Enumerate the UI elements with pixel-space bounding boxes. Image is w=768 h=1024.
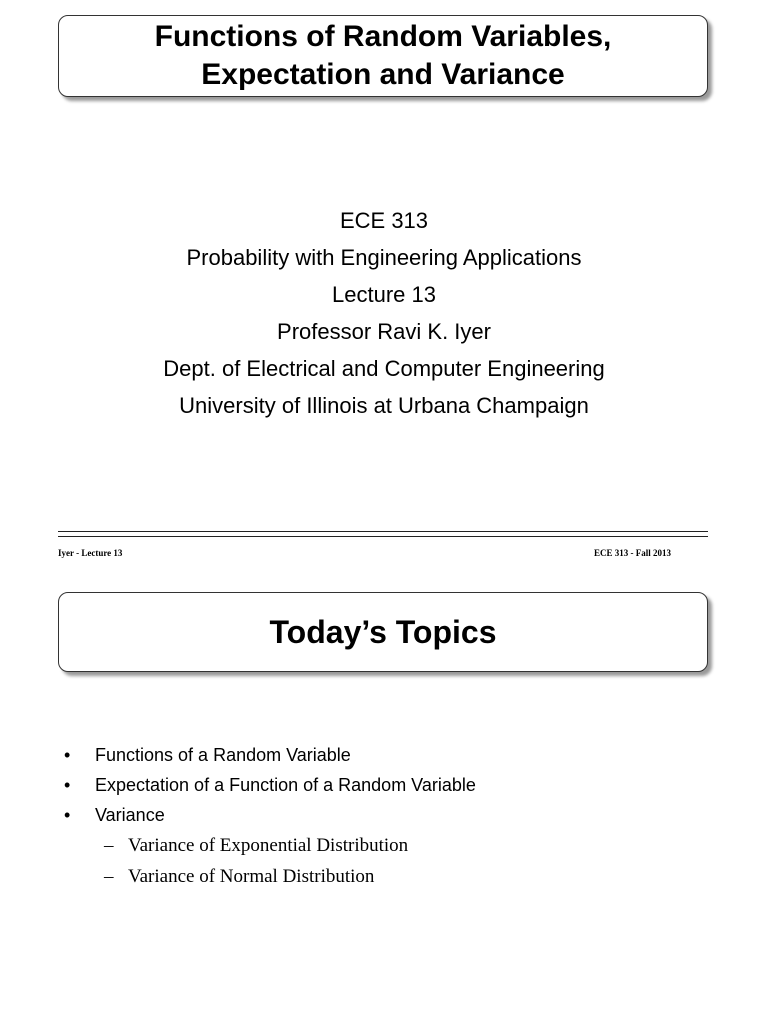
university-name: University of Illinois at Urbana Champaign — [179, 393, 589, 418]
dash-mark: – — [104, 835, 114, 856]
course-title: Probability with Engineering Applications — [186, 245, 582, 270]
slide2-title: Today’s Topics — [269, 613, 497, 650]
list-item — [0, 800, 768, 830]
department-name: Dept. of Electrical and Computer Engineering — [163, 356, 605, 381]
footer-right-text: ECE 313 - Fall 2013 — [594, 548, 672, 558]
course-number: ECE 313 — [339, 208, 429, 233]
bullet-mark: • — [64, 805, 71, 825]
list-item — [0, 770, 768, 800]
list-item-text: Variance — [95, 805, 165, 825]
bullet-mark: • — [64, 775, 71, 795]
footer-divider-bottom — [58, 536, 708, 537]
topics-list — [0, 740, 768, 892]
bullet-mark: • — [64, 745, 71, 765]
footer-divider-top — [58, 531, 708, 532]
slide1-course-info — [0, 202, 768, 424]
list-item — [0, 740, 768, 770]
lecture-number: Lecture 13 — [332, 282, 436, 307]
sub-list-item-text: Variance of Exponential Distribution — [128, 835, 409, 856]
sub-list-item — [0, 861, 768, 892]
slide1-title-box — [58, 15, 708, 97]
footer-left-text: Iyer - Lecture 13 — [58, 548, 123, 558]
professor-name: Professor Ravi K. Iyer — [277, 319, 491, 344]
slide1-title-line2: Expectation and Variance — [201, 58, 565, 91]
sub-list-item-text: Variance of Normal Distribution — [128, 866, 375, 887]
list-item-text: Expectation of a Function of a Random Variable — [95, 775, 476, 795]
slide1-title-line1: Functions of Random Variables, — [154, 20, 612, 53]
sub-list-item — [0, 830, 768, 861]
list-item-text: Functions of a Random Variable — [95, 745, 351, 765]
slide2-title-box — [58, 592, 708, 672]
dash-mark: – — [104, 866, 114, 887]
